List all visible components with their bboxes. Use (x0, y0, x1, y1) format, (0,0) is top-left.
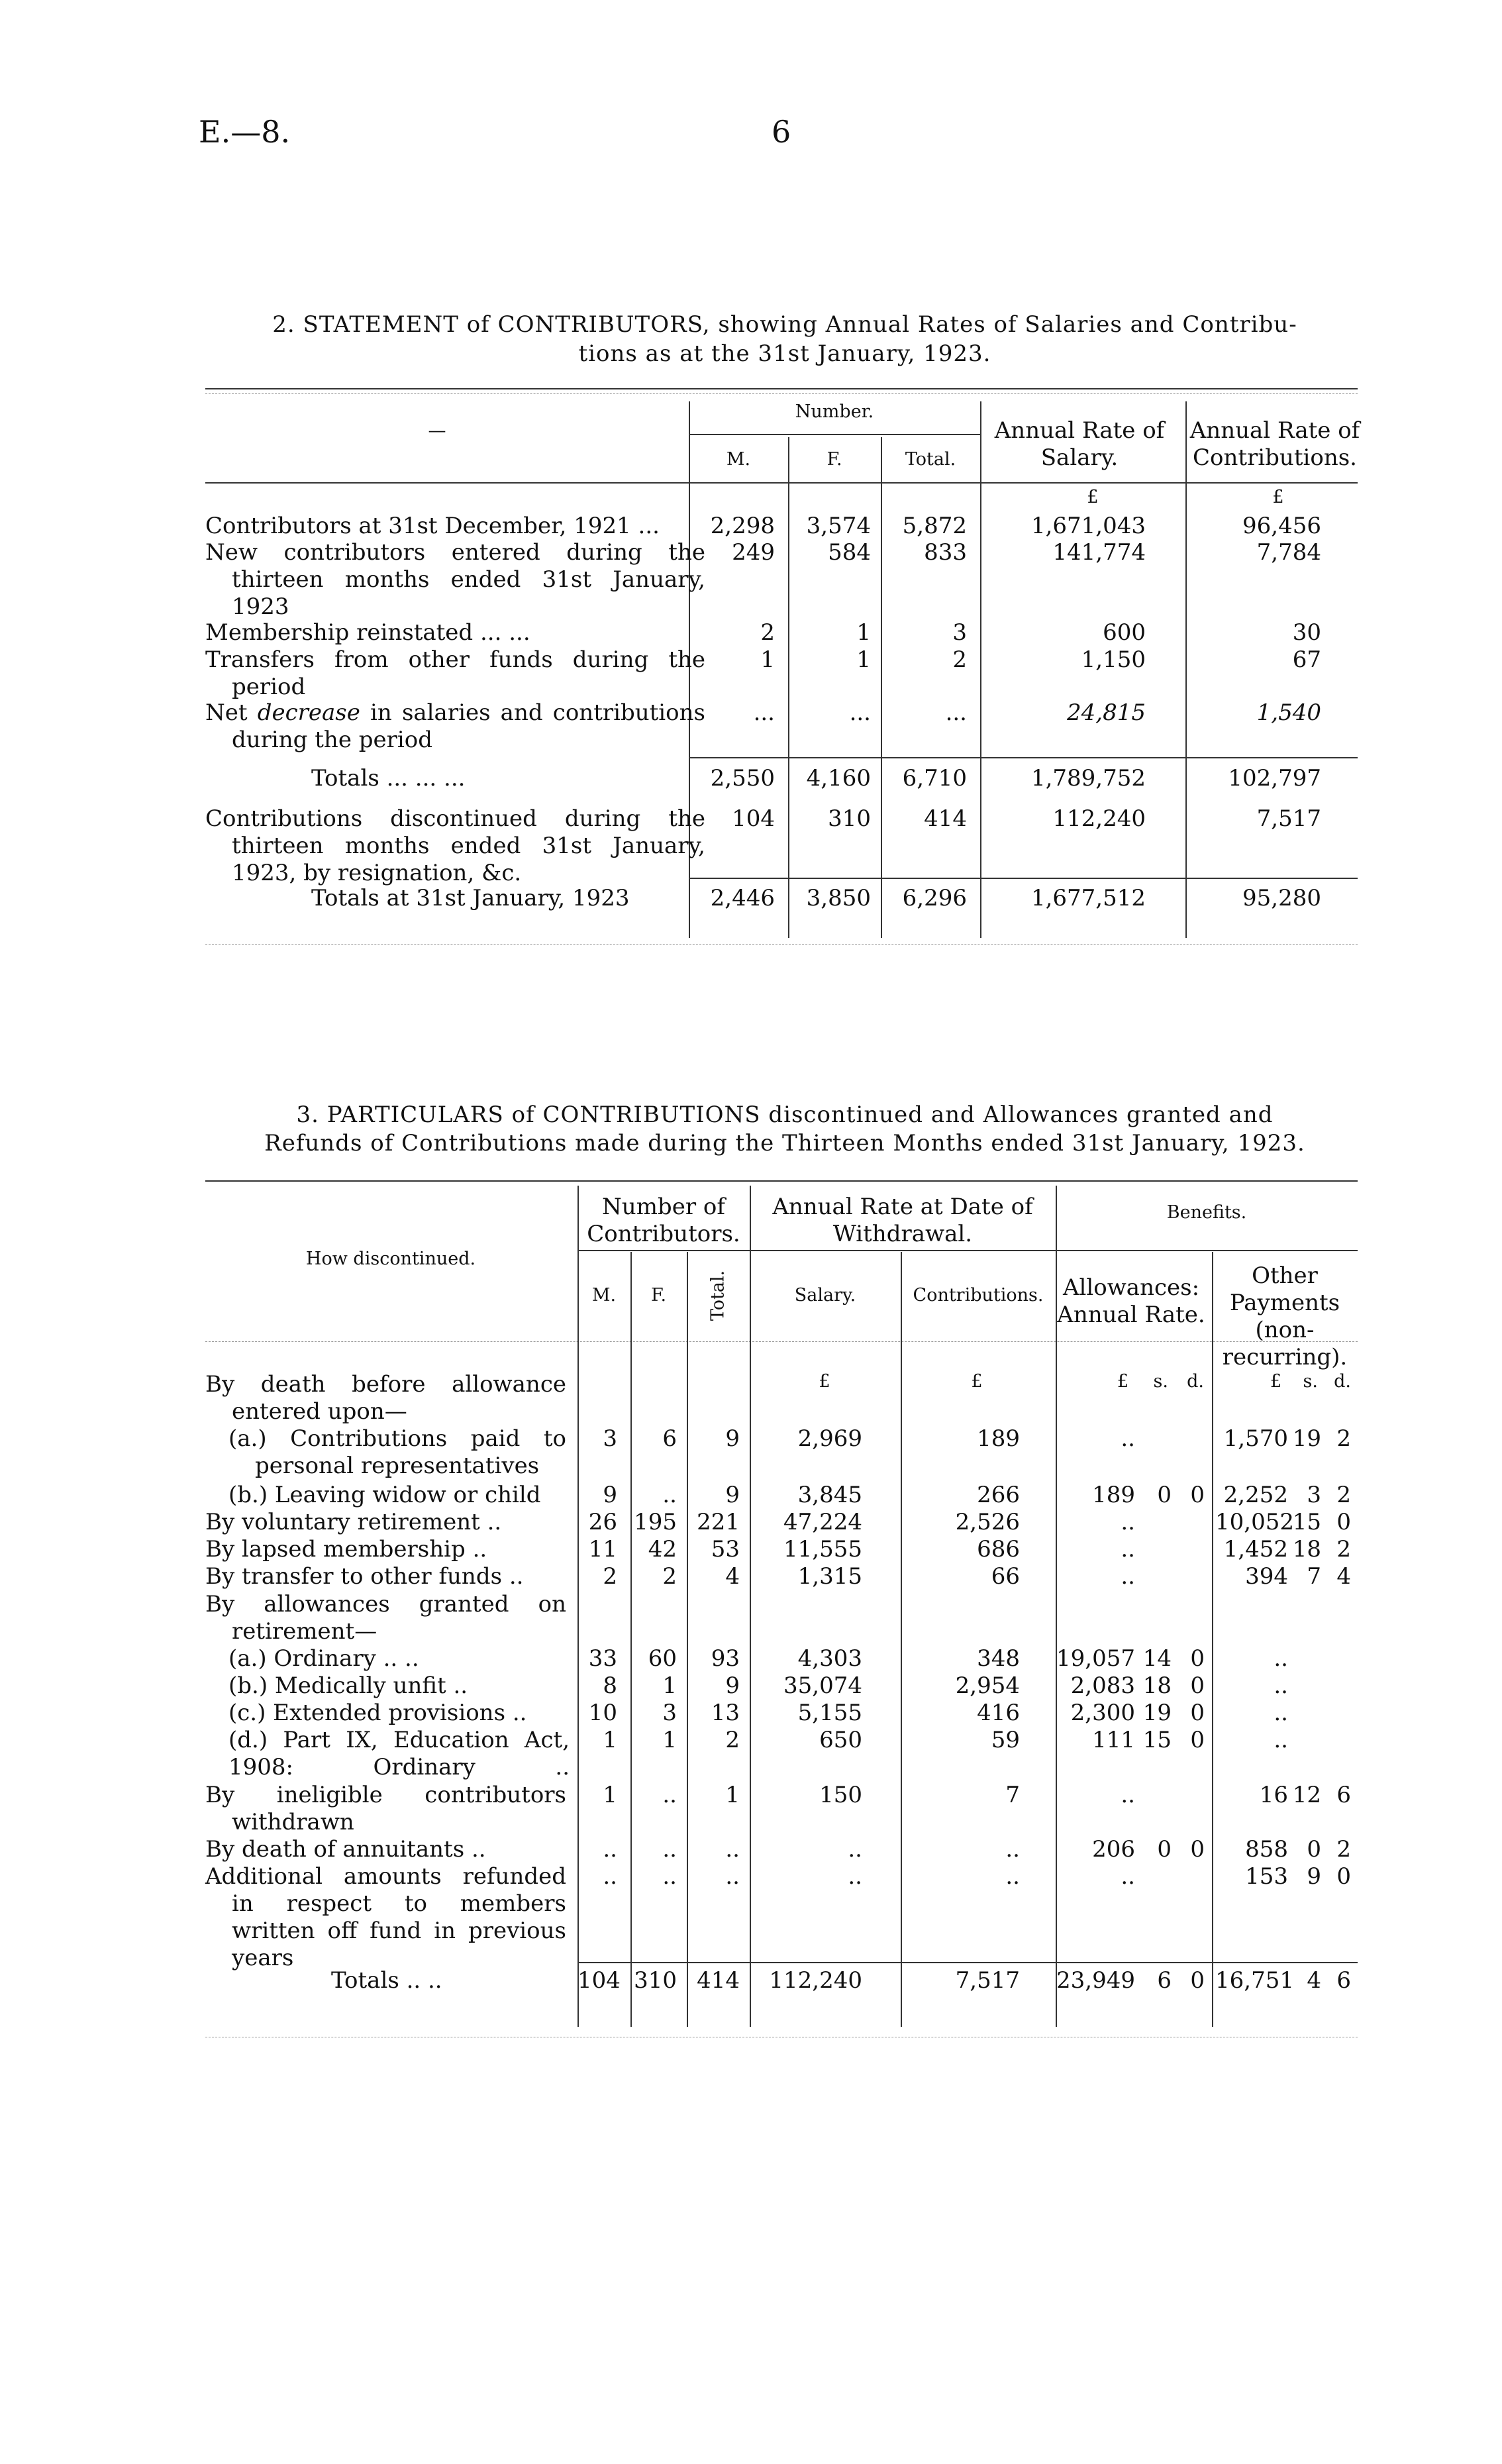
unit-other-s: s. (1303, 1371, 1318, 1392)
cell-total: 833 (924, 539, 967, 566)
cell-t: 4 (725, 1563, 740, 1590)
table2-vline (577, 1186, 579, 2027)
cell-o-d: 2 (1336, 1425, 1351, 1452)
row-label (205, 699, 705, 754)
table2-col-how: How discontinued. (305, 1249, 476, 1269)
cell-con: 2,954 (955, 1672, 1020, 1699)
cell-sal: 5,155 (797, 1700, 862, 1726)
cell-contrib: 102,797 (1228, 765, 1321, 792)
row-label: By death of annuitants .. (205, 1836, 486, 1863)
cell-f: ... (849, 699, 871, 726)
cell-con: .. (1005, 1863, 1020, 1890)
cell-m: 249 (732, 539, 775, 566)
cell-m: 2 (603, 1563, 617, 1590)
cell-sal: 35,074 (783, 1672, 862, 1699)
cell-o-l: 10,052 (1215, 1509, 1294, 1535)
cell-con: 7 (1005, 1782, 1020, 1808)
cell-a-d: 0 (1190, 1700, 1205, 1726)
cell-t: 9 (725, 1482, 740, 1508)
table2-top-rule (205, 1180, 1358, 1182)
table1-dash: — (428, 421, 446, 441)
unit-salary: £ (819, 1371, 830, 1392)
cell-con: 266 (977, 1482, 1020, 1508)
cell-o-s: 18 (1292, 1536, 1321, 1563)
cell-total: ... (945, 699, 967, 726)
cell-total: 414 (924, 805, 967, 832)
cell-o-l: .. (1274, 1672, 1288, 1699)
cell-f: 195 (634, 1509, 677, 1535)
cell-o-s: 4 (1307, 1967, 1321, 1994)
cell-o-l: 1,452 (1223, 1536, 1288, 1563)
cell-t: .. (725, 1836, 740, 1863)
cell-f: 584 (828, 539, 871, 566)
cell-t: 53 (711, 1536, 740, 1563)
row-label: By ineligible contributors withdrawn (205, 1782, 566, 1835)
table2-title-line1: 3. PARTICULARS of CONTRIBUTIONS discontinued and Allowances granted and (296, 1102, 1274, 1128)
cell-a-l: .. (1121, 1509, 1135, 1535)
table2-col-allowances: Allowances: Annual Rate. (1057, 1274, 1205, 1328)
cell-t: 414 (697, 1967, 740, 1994)
cell-m: 11 (588, 1536, 617, 1563)
cell-sal: 11,555 (783, 1536, 862, 1563)
cell-m: 26 (588, 1509, 617, 1535)
cell-a-l: 2,083 (1070, 1672, 1135, 1699)
cell-con: 189 (977, 1425, 1020, 1452)
cell-contrib: 7,517 (1256, 805, 1321, 832)
cell-f: 4,160 (806, 765, 871, 792)
cell-con: .. (1005, 1836, 1020, 1863)
cell-o-l: 858 (1245, 1836, 1288, 1863)
cell-o-s: 15 (1292, 1509, 1321, 1535)
cell-salary: 1,789,752 (1030, 765, 1146, 792)
table2-col-m: M. (591, 1285, 617, 1306)
row-label: (a.) Ordinary .. .. (228, 1645, 419, 1672)
cell-a-l: 2,300 (1070, 1700, 1135, 1726)
table1-unit-contrib: £ (1272, 487, 1284, 507)
cell-m: .. (603, 1836, 617, 1863)
row-label: Contributors at 31st December, 1921 ... (205, 513, 660, 539)
cell-a-s: 18 (1142, 1672, 1172, 1699)
cell-a-l: 111 (1092, 1727, 1135, 1753)
cell-m: 104 (577, 1967, 621, 1994)
cell-o-d: 2 (1336, 1536, 1351, 1563)
cell-a-l: 19,057 (1056, 1645, 1135, 1672)
cell-con: 7,517 (955, 1967, 1020, 1994)
cell-con: 2,526 (955, 1509, 1020, 1535)
cell-f: 1 (662, 1672, 677, 1699)
cell-f: 42 (648, 1536, 677, 1563)
row-label: (b.) Leaving widow or child (228, 1482, 541, 1508)
table1-bottom-rule (205, 944, 1358, 945)
cell-a-l: .. (1121, 1425, 1135, 1452)
cell-a-d: 0 (1190, 1672, 1205, 1699)
cell-t: 2 (725, 1727, 740, 1753)
cell-t: 1 (725, 1782, 740, 1808)
cell-o-s: 19 (1292, 1425, 1321, 1452)
cell-salary: 141,774 (1052, 539, 1146, 566)
cell-f: 3,850 (806, 885, 871, 911)
cell-a-l: .. (1121, 1863, 1135, 1890)
row-label: Membership reinstated ... ... (205, 619, 530, 646)
table2-total-rule (577, 1962, 1358, 1963)
cell-salary: 112,240 (1052, 805, 1146, 832)
cell-m: 2,550 (710, 765, 775, 792)
cell-a-l: .. (1121, 1563, 1135, 1590)
cell-f: 3 (662, 1700, 677, 1726)
cell-o-l: 16 (1259, 1782, 1288, 1808)
cell-o-l: 153 (1245, 1863, 1288, 1890)
cell-f: 3,574 (806, 513, 871, 539)
page-number: 6 (772, 114, 791, 150)
cell-f: 310 (634, 1967, 677, 1994)
row-label: New contributors entered during the thirteen months ended 31st January, 1923 (205, 539, 705, 620)
table2-header-rule (205, 1341, 1358, 1342)
cell-salary: 24,815 (1067, 699, 1146, 726)
cell-a-l: .. (1121, 1782, 1135, 1808)
table1-title-line1: 2. STATEMENT of CONTRIBUTORS, showing Annual Rates of Salaries and Contribu- (272, 311, 1297, 338)
cell-o-s: 9 (1307, 1863, 1321, 1890)
table1-col-total: Total. (905, 449, 956, 470)
table2-subheader-rule (577, 1250, 1358, 1251)
cell-a-s: 15 (1142, 1727, 1172, 1753)
cell-a-s: 19 (1142, 1700, 1172, 1726)
cell-a-l: 189 (1092, 1482, 1135, 1508)
table2-vline (901, 1252, 902, 2027)
cell-a-d: 0 (1190, 1727, 1205, 1753)
cell-salary: 600 (1103, 619, 1146, 646)
cell-t: 221 (697, 1509, 740, 1535)
cell-o-d: 6 (1336, 1782, 1351, 1808)
label-italic: decrease (257, 699, 360, 726)
cell-m: 1 (603, 1782, 617, 1808)
cell-a-s: 14 (1142, 1645, 1172, 1672)
cell-a-d: 0 (1190, 1836, 1205, 1863)
cell-f: 310 (828, 805, 871, 832)
cell-a-s: 0 (1157, 1836, 1172, 1863)
cell-m: 1 (603, 1727, 617, 1753)
row-label: By voluntary retirement .. (205, 1509, 502, 1535)
table1-col-m: M. (726, 449, 751, 470)
cell-f: 1 (856, 619, 871, 646)
cell-total: 6,296 (902, 885, 967, 911)
cell-o-l: .. (1274, 1727, 1288, 1753)
cell-contrib: 95,280 (1242, 885, 1321, 911)
table2-col-benefits: Benefits. (1166, 1202, 1247, 1223)
cell-f: 1 (856, 646, 871, 673)
cell-t: .. (725, 1863, 740, 1890)
cell-o-s: 12 (1292, 1782, 1321, 1808)
table2-vline (1056, 1186, 1057, 2027)
cell-a-l: 23,949 (1056, 1967, 1135, 1994)
cell-a-s: 6 (1157, 1967, 1172, 1994)
cell-t: 9 (725, 1672, 740, 1699)
cell-o-l: 394 (1245, 1563, 1288, 1590)
cell-con: 66 (991, 1563, 1020, 1590)
cell-contrib: 96,456 (1242, 513, 1321, 539)
cell-m: 2 (760, 619, 775, 646)
cell-f: .. (662, 1482, 677, 1508)
table2-col-f: F. (650, 1285, 667, 1306)
row-label: (d.) Part IX, Education Act, 1908: Ordinary .. (228, 1727, 570, 1780)
table2-col-other-payments: Other Payments (non-recurring). (1222, 1262, 1348, 1370)
table1-top-rule-inner (205, 393, 1358, 394)
cell-sal: 2,969 (797, 1425, 862, 1452)
cell-f: .. (662, 1863, 677, 1890)
cell-sal: 3,845 (797, 1482, 862, 1508)
row-label: (b.) Medically unfit .. (228, 1672, 468, 1699)
cell-o-l: .. (1274, 1645, 1288, 1672)
cell-salary: 1,671,043 (1030, 513, 1146, 539)
cell-o-d: 6 (1336, 1967, 1351, 1994)
cell-o-d: 0 (1336, 1863, 1351, 1890)
cell-m: .. (603, 1863, 617, 1890)
cell-sal: 4,303 (797, 1645, 862, 1672)
cell-total: 6,710 (902, 765, 967, 792)
table2-title-line2: Refunds of Contributions made during the Thirteen Months ended 31st January, 1923. (264, 1130, 1305, 1156)
cell-contrib: 7,784 (1256, 539, 1321, 566)
row-label: Totals ... ... ... (311, 765, 466, 792)
cell-a-l: 206 (1092, 1836, 1135, 1863)
cell-a-l: .. (1121, 1536, 1135, 1563)
cell-m: 2,446 (710, 885, 775, 911)
unit-allow-s: s. (1153, 1371, 1168, 1392)
table1-unit-salary: £ (1087, 487, 1099, 507)
row-label: (c.) Extended provisions .. (228, 1700, 527, 1726)
unit-allow-d: d. (1187, 1371, 1204, 1392)
cell-sal: .. (848, 1863, 862, 1890)
cell-con: 686 (977, 1536, 1020, 1563)
cell-o-d: 2 (1336, 1836, 1351, 1863)
cell-m: 8 (603, 1672, 617, 1699)
unit-contrib: £ (971, 1371, 983, 1392)
cell-total: 3 (952, 619, 967, 646)
table1-col-contributions: Annual Rate of Contributions. (1189, 417, 1360, 471)
cell-sal: 650 (819, 1727, 862, 1753)
cell-m: 104 (732, 805, 775, 832)
table1-header-rule (205, 482, 1358, 484)
table1-col-salary: Annual Rate of Salary. (994, 417, 1165, 471)
cell-salary: 1,150 (1081, 646, 1146, 673)
cell-a-d: 0 (1190, 1645, 1205, 1672)
row-label: (a.) Contributions paid to personal representatives (228, 1425, 566, 1479)
table2-col-salary: Salary. (794, 1285, 856, 1306)
cell-a-d: 0 (1190, 1482, 1205, 1508)
row-label: Totals .. .. (331, 1967, 442, 1994)
cell-contrib: 67 (1292, 646, 1321, 673)
cell-con: 416 (977, 1700, 1020, 1726)
table2-col-total: Total. (707, 1270, 728, 1321)
cell-a-d: 0 (1190, 1967, 1205, 1994)
cell-sal: 150 (819, 1782, 862, 1808)
table2-vline (687, 1252, 688, 2027)
cell-total: 2 (952, 646, 967, 673)
table2-col-contributions: Contributions. (913, 1285, 1044, 1306)
cell-m: 1 (760, 646, 775, 673)
row-label: By allowances granted on retirement— (205, 1591, 566, 1645)
cell-o-s: 0 (1307, 1836, 1321, 1863)
cell-contrib: 1,540 (1256, 699, 1321, 726)
cell-f: 1 (662, 1727, 677, 1753)
cell-o-d: 2 (1336, 1482, 1351, 1508)
table1-col-f: F. (826, 449, 842, 470)
table2-vline (1212, 1252, 1213, 2027)
cell-f: .. (662, 1782, 677, 1808)
cell-sal: 1,315 (797, 1563, 862, 1590)
cell-sal: 47,224 (783, 1509, 862, 1535)
cell-salary: 1,677,512 (1030, 885, 1146, 911)
row-label: By lapsed membership .. (205, 1536, 487, 1563)
cell-f: 6 (662, 1425, 677, 1452)
row-label: By death before allowance entered upon— (205, 1371, 566, 1425)
cell-o-l: 16,751 (1215, 1967, 1294, 1994)
cell-t: 93 (711, 1645, 740, 1672)
cell-o-l: 1,570 (1223, 1425, 1288, 1452)
unit-other-d: d. (1334, 1371, 1351, 1392)
cell-a-s: 0 (1157, 1482, 1172, 1508)
table1-col-number: Number. (795, 401, 874, 422)
cell-o-d: 4 (1336, 1563, 1351, 1590)
cell-sal: .. (848, 1836, 862, 1863)
table2-col-rate: Annual Rate at Date of Withdrawal. (772, 1194, 1033, 1247)
cell-total: 5,872 (902, 513, 967, 539)
cell-sal: 112,240 (769, 1967, 862, 1994)
cell-o-l: .. (1274, 1700, 1288, 1726)
total-rule (689, 878, 1358, 879)
cell-m: 33 (588, 1645, 617, 1672)
cell-f: 2 (662, 1563, 677, 1590)
cell-con: 348 (977, 1645, 1020, 1672)
cell-con: 59 (991, 1727, 1020, 1753)
unit-other-pound: £ (1270, 1371, 1281, 1392)
cell-m: 9 (603, 1482, 617, 1508)
label-part: in salaries and contributions during the period (232, 699, 705, 753)
row-label: Additional amounts refunded in respect to members written off fund in previous years (205, 1863, 566, 1971)
table1-number-underline (689, 434, 980, 435)
cell-o-s: 7 (1307, 1563, 1321, 1590)
cell-t: 13 (711, 1700, 740, 1726)
row-label: By transfer to other funds .. (205, 1563, 524, 1590)
cell-m: 10 (588, 1700, 617, 1726)
cell-o-l: 2,252 (1223, 1482, 1288, 1508)
section-code: E.—8. (199, 114, 291, 150)
cell-o-d: 0 (1336, 1509, 1351, 1535)
subtotal-rule (689, 757, 1358, 758)
cell-f: .. (662, 1836, 677, 1863)
cell-m: 2,298 (710, 513, 775, 539)
row-label: Totals at 31st January, 1923 (311, 885, 630, 911)
unit-allow-pound: £ (1117, 1371, 1128, 1392)
cell-t: 9 (725, 1425, 740, 1452)
row-label: Transfers from other funds during the period (205, 646, 705, 700)
cell-o-s: 3 (1307, 1482, 1321, 1508)
cell-m: 3 (603, 1425, 617, 1452)
table1-title-line2: tions as at the 31st January, 1923. (578, 340, 991, 367)
table1-top-rule (205, 388, 1358, 389)
table2-col-number: Number of Contributors. (587, 1194, 740, 1247)
table2-vline (630, 1252, 632, 2027)
cell-f: 60 (648, 1645, 677, 1672)
row-label: Contributions discontinued during the thirteen months ended 31st January, 1923, by resignation, &c. (205, 805, 705, 886)
cell-contrib: 30 (1292, 619, 1321, 646)
table2-vline (750, 1186, 751, 2027)
label-part: Net (205, 699, 258, 726)
cell-m: ... (753, 699, 775, 726)
